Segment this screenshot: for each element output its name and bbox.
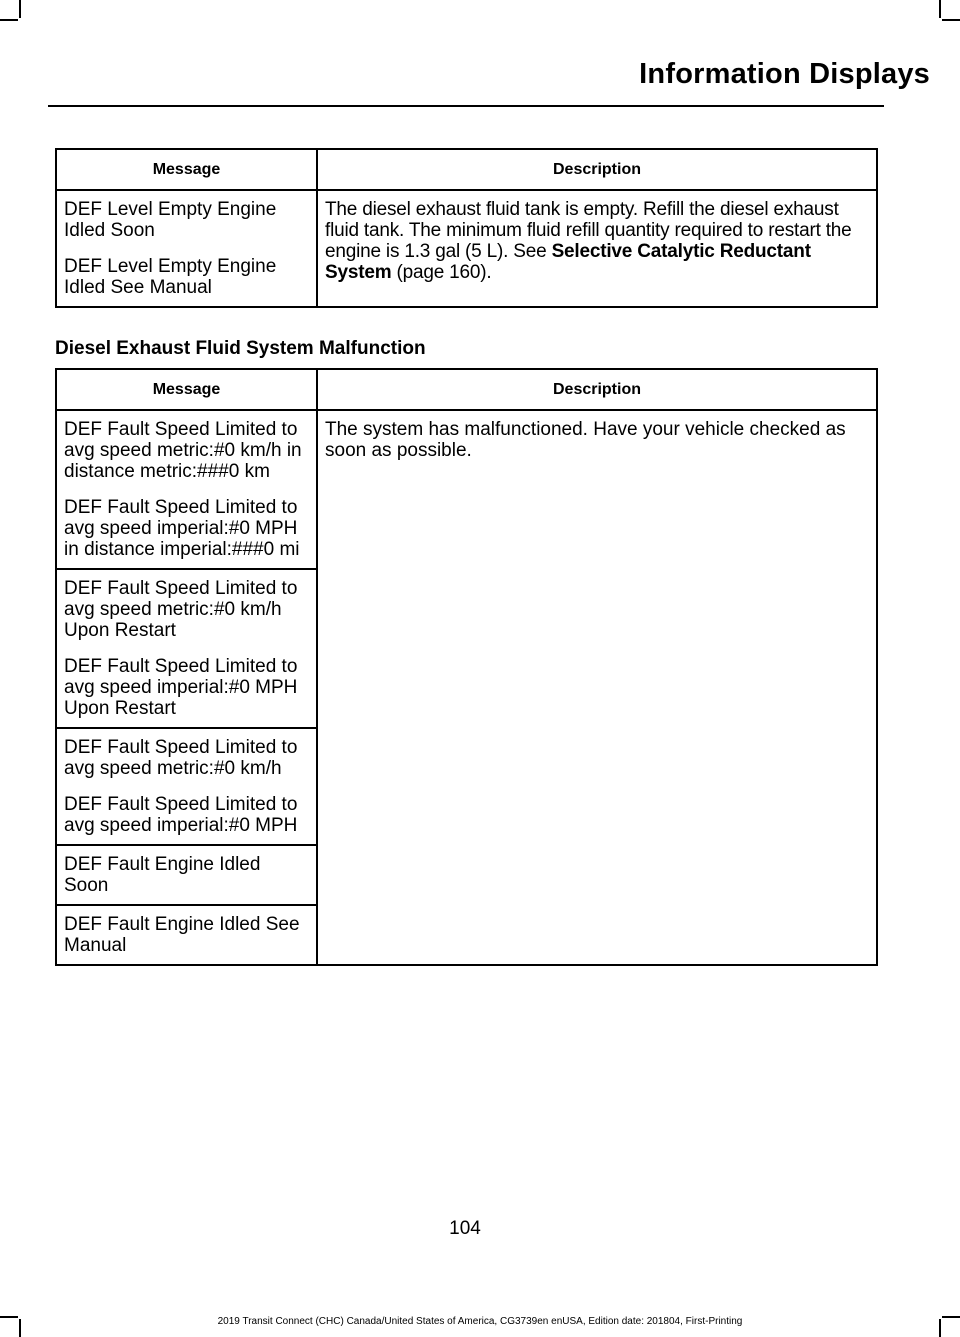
message-cell [56,728,317,845]
column-header-message: Message [56,369,317,410]
column-header-description: Description [317,369,877,410]
page-title: Information Displays [639,58,930,90]
description-text: The diesel exhaust fluid tank is empty. Refill the diesel exhaust fluid tank. The minimum fluid refill quantity required to restart the engine is 1.3 gal (5 L). See [325,199,852,262]
table-row [56,190,877,307]
description-cell: The system has malfunctioned. Have your vehicle checked as soon as possible. [317,410,877,965]
page-number: 104 [449,1218,481,1239]
message-cell [56,905,317,965]
crop-mark-top-right-h [942,19,960,21]
message-text: DEF Fault Speed Limited to avg speed imperial:#0 MPH in distance imperial:###0 mi [64,497,300,560]
def-level-table [55,148,878,308]
column-header-description: Description [317,149,877,190]
crop-mark-top-left-v [19,0,21,18]
message-text: DEF Fault Engine Idled Soon [64,854,261,896]
message-text: DEF Fault Speed Limited to avg speed metric:#0 km/h [64,737,298,779]
message-cell [56,410,317,569]
message-text: DEF Fault Speed Limited to avg speed imperial:#0 MPH [64,794,298,836]
crop-mark-top-left-h [0,19,18,21]
message-cell [56,190,317,307]
message-text: DEF Fault Speed Limited to avg speed metric:#0 km/h Upon Restart [64,578,298,641]
cross-reference-link[interactable]: Selective Catalytic Reductant System [325,241,811,283]
crop-mark-top-right-v [939,0,941,18]
section-heading: Diesel Exhaust Fluid System Malfunction [55,338,426,359]
message-text: DEF Fault Speed Limited to avg speed metric:#0 km/h in distance metric:###0 km [64,419,302,482]
page-reference: (page 160). [391,262,492,283]
message-cell [56,845,317,905]
column-header-message: Message [56,149,317,190]
header-divider [48,105,884,107]
message-text: DEF Fault Speed Limited to avg speed imperial:#0 MPH Upon Restart [64,656,298,719]
message-text: DEF Fault Engine Idled See Manual [64,914,300,956]
table-row [56,410,877,569]
description-cell [317,190,877,307]
message-cell [56,569,317,728]
def-malfunction-table [55,368,878,966]
message-text: DEF Level Empty Engine Idled Soon [64,199,277,241]
message-text: DEF Level Empty Engine Idled See Manual [64,256,277,298]
table-header-row [56,369,877,410]
table-header-row [56,149,877,190]
footer-publication-info: 2019 Transit Connect (CHC) Canada/United States of America, CG3739en enUSA, Edition date: 201804, First-Printing [217,1316,743,1327]
